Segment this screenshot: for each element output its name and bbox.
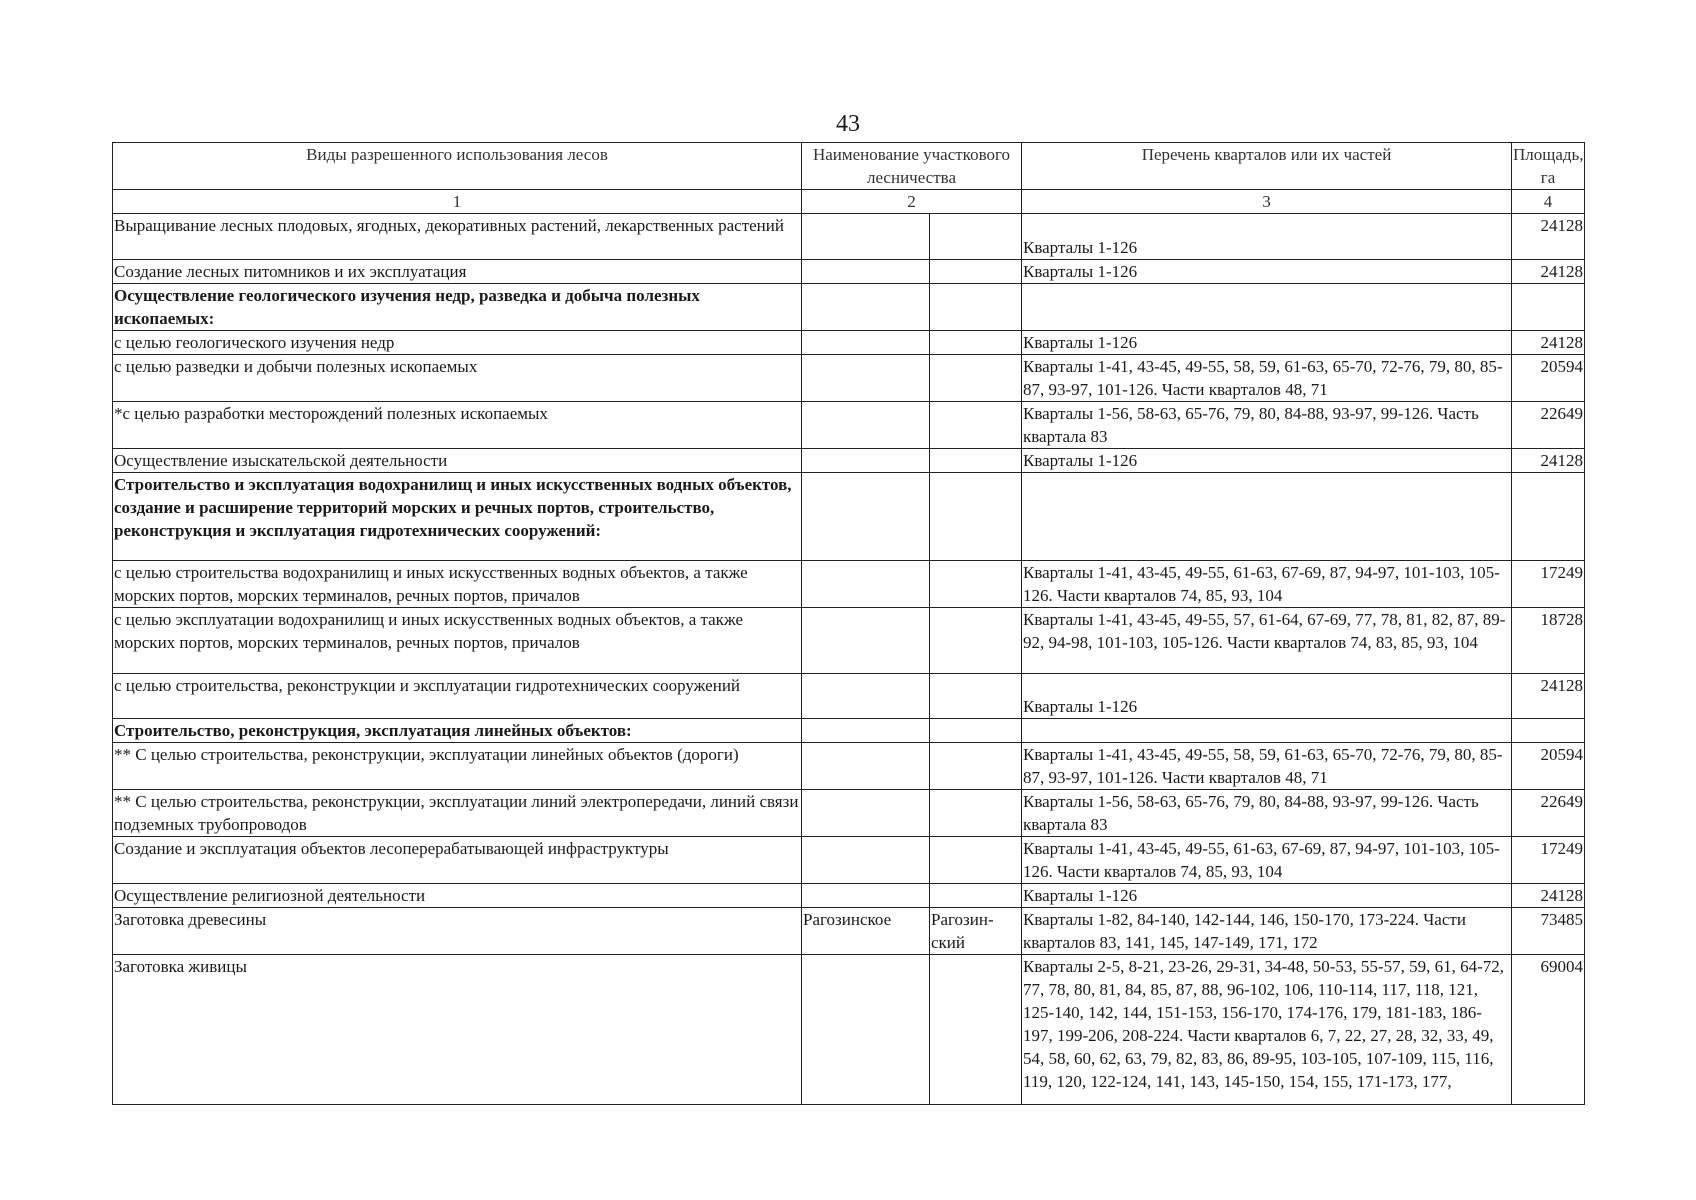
use-type-cell: с целью геологического изучения недр: [113, 331, 802, 355]
use-type-cell: Заготовка древесины: [113, 908, 802, 955]
forest-use-table: [112, 142, 1585, 1105]
use-type-cell: с целью эксплуатации водохранилищ и иных искусственных водных объектов, а также морских портов, морских терминалов, речных портов, причалов: [113, 608, 802, 674]
quarters-cell: Кварталы 1-126: [1022, 331, 1512, 355]
forestry-district-cell: [802, 449, 930, 473]
area-cell: 73485: [1512, 908, 1585, 955]
forestry-unit-cell: [930, 214, 1022, 260]
table-row: [113, 214, 1585, 260]
table-row: [113, 260, 1585, 284]
area-cell: 20594: [1512, 355, 1585, 402]
quarters-cell: [1022, 284, 1512, 331]
forestry-district-cell: [802, 790, 930, 837]
column-number-row: [113, 190, 1585, 214]
header-row: [113, 143, 1585, 190]
forestry-unit-cell: [930, 561, 1022, 608]
area-cell: 24128: [1512, 214, 1585, 260]
forestry-unit-cell: [930, 284, 1022, 331]
forestry-district-cell: [802, 473, 930, 561]
quarters-cell: Кварталы 1-126: [1022, 449, 1512, 473]
use-type-cell: Осуществление изыскательской деятельности: [113, 449, 802, 473]
area-cell: 17249: [1512, 837, 1585, 884]
table-row: [113, 790, 1585, 837]
quarters-cell: Кварталы 1-56, 58-63, 65-76, 79, 80, 84-88, 93-97, 99-126. Часть квартала 83: [1022, 790, 1512, 837]
forestry-district-cell: [802, 214, 930, 260]
table-row: [113, 837, 1585, 884]
use-type-cell: с целью строительства водохранилищ и иных искусственных водных объектов, а также морских портов, морских терминалов, речных портов, причалов: [113, 561, 802, 608]
quarters-cell: [1022, 473, 1512, 561]
forestry-unit-cell: [930, 884, 1022, 908]
area-cell: 22649: [1512, 790, 1585, 837]
forestry-district-cell: Рагозинское: [802, 908, 930, 955]
quarters-cell: Кварталы 1-41, 43-45, 49-55, 61-63, 67-69, 87, 94-97, 101-103, 105-126. Части кварталов 74, 85, 93, 104: [1022, 561, 1512, 608]
use-type-cell: с целью строительства, реконструкции и эксплуатации гидротехнических сооружений: [113, 674, 802, 719]
use-type-cell: Осуществление геологического изучения недр, разведка и добыча полезных ископаемых:: [113, 284, 802, 331]
area-cell: 22649: [1512, 402, 1585, 449]
header-forestry-name: Наименование участкового лесничества: [802, 143, 1022, 190]
table-row: [113, 284, 1585, 331]
use-type-cell: Строительство и эксплуатация водохранилищ и иных искусственных водных объектов, создание и расширение территорий морских и речных портов, строительство, реконструкция и эксплуатация гидротехнических сооружений:: [113, 473, 802, 561]
area-cell: 69004: [1512, 955, 1585, 1105]
header-quarters: Перечень кварталов или их частей: [1022, 143, 1512, 190]
column-number: 1: [113, 190, 802, 214]
table-row: [113, 674, 1585, 719]
use-type-cell: Выращивание лесных плодовых, ягодных, декоративных растений, лекарственных растений: [113, 214, 802, 260]
table-row: [113, 355, 1585, 402]
use-type-cell: ** С целью строительства, реконструкции, эксплуатации линейных объектов (дороги): [113, 743, 802, 790]
forestry-district-cell: [802, 743, 930, 790]
table-row: [113, 331, 1585, 355]
use-type-cell: Строительство, реконструкция, эксплуатация линейных объектов:: [113, 719, 802, 743]
area-cell: 20594: [1512, 743, 1585, 790]
forestry-unit-cell: [930, 473, 1022, 561]
forestry-unit-cell: [930, 608, 1022, 674]
forestry-district-cell: [802, 355, 930, 402]
table-row: [113, 402, 1585, 449]
forestry-unit-cell: [930, 837, 1022, 884]
quarters-cell: Кварталы 1-126: [1022, 214, 1512, 260]
use-type-cell: Осуществление религиозной деятельности: [113, 884, 802, 908]
area-cell: [1512, 473, 1585, 561]
quarters-cell: Кварталы 1-41, 43-45, 49-55, 61-63, 67-69, 87, 94-97, 101-103, 105-126. Части кварталов 74, 85, 93, 104: [1022, 837, 1512, 884]
quarters-cell: Кварталы 1-126: [1022, 260, 1512, 284]
forestry-district-cell: [802, 402, 930, 449]
quarters-cell: Кварталы 1-126: [1022, 674, 1512, 719]
table-row: [113, 561, 1585, 608]
table-row: [113, 955, 1585, 1105]
forestry-district-cell: [802, 284, 930, 331]
use-type-cell: Создание лесных питомников и их эксплуатация: [113, 260, 802, 284]
forestry-district-cell: [802, 884, 930, 908]
quarters-cell: Кварталы 1-126: [1022, 884, 1512, 908]
forestry-district-cell: [802, 837, 930, 884]
quarters-cell: [1022, 719, 1512, 743]
quarters-cell: Кварталы 1-82, 84-140, 142-144, 146, 150-170, 173-224. Части кварталов 83, 141, 145, 147-149, 171, 172: [1022, 908, 1512, 955]
table-row: [113, 449, 1585, 473]
forestry-district-cell: [802, 719, 930, 743]
table-row: [113, 884, 1585, 908]
area-cell: 17249: [1512, 561, 1585, 608]
forestry-district-cell: [802, 955, 930, 1105]
use-type-cell: Создание и эксплуатация объектов лесоперерабатывающей инфраструктуры: [113, 837, 802, 884]
column-number: 4: [1512, 190, 1585, 214]
table-row: [113, 608, 1585, 674]
quarters-cell: Кварталы 2-5, 8-21, 23-26, 29-31, 34-48, 50-53, 55-57, 59, 61, 64-72, 77, 78, 80, 81, 84, 85, 87, 88, 96-102, 106, 110-114, 117, 118, 121, 125-140, 142, 144, 151-153, 156-170, 174-176, 179, 181-183, 186-197, 199-206, 208-224. Части кварталов 6, 7, 22, 27, 28, 32, 33, 49, 54, 58, 60, 62, 63, 79, 82, 83, 86, 89-95, 103-105, 107-109, 115, 116, 119, 120, 122-124, 141, 143, 145-150, 154, 155, 171-173, 177,: [1022, 955, 1512, 1105]
forestry-unit-cell: [930, 719, 1022, 743]
forestry-district-cell: [802, 674, 930, 719]
column-number: 3: [1022, 190, 1512, 214]
area-cell: 24128: [1512, 449, 1585, 473]
page-number: 43: [836, 111, 860, 137]
forestry-unit-cell: [930, 260, 1022, 284]
forestry-unit-cell: [930, 790, 1022, 837]
use-type-cell: с целью разведки и добычи полезных ископаемых: [113, 355, 802, 402]
forestry-unit-cell: [930, 955, 1022, 1105]
area-cell: 18728: [1512, 608, 1585, 674]
table-row: [113, 743, 1585, 790]
area-cell: 24128: [1512, 331, 1585, 355]
table-row: [113, 908, 1585, 955]
forestry-unit-cell: Рагозин-ский: [930, 908, 1022, 955]
area-cell: [1512, 284, 1585, 331]
quarters-cell: Кварталы 1-41, 43-45, 49-55, 58, 59, 61-63, 65-70, 72-76, 79, 80, 85-87, 93-97, 101-126. Части кварталов 48, 71: [1022, 743, 1512, 790]
table-row: [113, 473, 1585, 561]
quarters-cell: Кварталы 1-41, 43-45, 49-55, 58, 59, 61-63, 65-70, 72-76, 79, 80, 85-87, 93-97, 101-126. Части кварталов 48, 71: [1022, 355, 1512, 402]
forestry-unit-cell: [930, 674, 1022, 719]
use-type-cell: Заготовка живицы: [113, 955, 802, 1105]
forestry-district-cell: [802, 561, 930, 608]
quarters-cell: Кварталы 1-56, 58-63, 65-76, 79, 80, 84-88, 93-97, 99-126. Часть квартала 83: [1022, 402, 1512, 449]
forestry-unit-cell: [930, 743, 1022, 790]
area-cell: 24128: [1512, 260, 1585, 284]
header-area: Площадь, га: [1512, 143, 1585, 190]
header-use-type: Виды разрешенного использования лесов: [113, 143, 802, 190]
column-number: 2: [802, 190, 1022, 214]
area-cell: [1512, 719, 1585, 743]
forestry-unit-cell: [930, 331, 1022, 355]
use-type-cell: *с целью разработки месторождений полезных ископаемых: [113, 402, 802, 449]
forestry-unit-cell: [930, 355, 1022, 402]
area-cell: 24128: [1512, 884, 1585, 908]
quarters-cell: Кварталы 1-41, 43-45, 49-55, 57, 61-64, 67-69, 77, 78, 81, 82, 87, 89-92, 94-98, 101-103, 105-126. Части кварталов 74, 83, 85, 93, 104: [1022, 608, 1512, 674]
area-cell: 24128: [1512, 674, 1585, 719]
use-type-cell: ** С целью строительства, реконструкции, эксплуатации линий электропередачи, линий связи подземных трубопроводов: [113, 790, 802, 837]
forestry-unit-cell: [930, 449, 1022, 473]
forestry-district-cell: [802, 608, 930, 674]
forestry-district-cell: [802, 260, 930, 284]
forestry-unit-cell: [930, 402, 1022, 449]
forestry-district-cell: [802, 331, 930, 355]
table-row: [113, 719, 1585, 743]
